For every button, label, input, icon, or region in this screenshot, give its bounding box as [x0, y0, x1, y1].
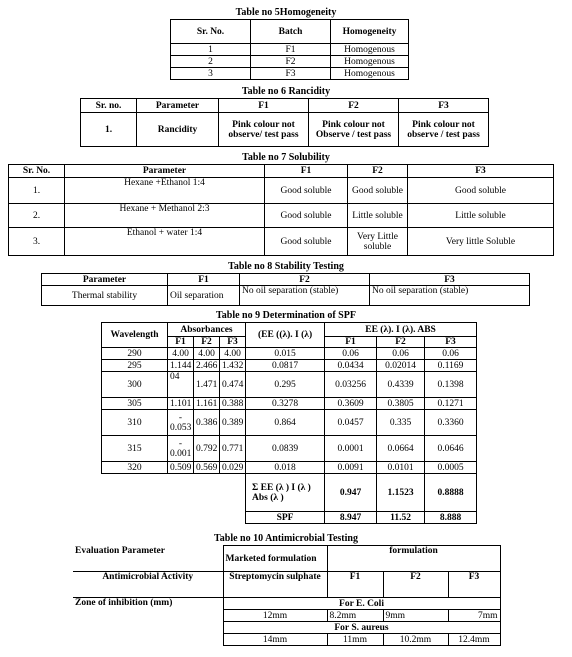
- t10-ecoli-val: 7mm: [448, 610, 500, 622]
- t7-header: F2: [348, 165, 408, 178]
- t10-header-marketed: Marketed formulation: [223, 546, 327, 572]
- t9-header-ee: (EE ((λ). I (λ): [246, 323, 325, 348]
- t6-cell: Pink colour not Observe / test pass: [309, 113, 399, 147]
- t10-ecoli: For E. Coli: [223, 598, 500, 610]
- t9-cell: 0.015: [246, 348, 325, 360]
- t9-cell: 0.509: [168, 462, 194, 474]
- t9-cell: 0.0005: [425, 462, 477, 474]
- t10-header-formulation: formulation: [327, 546, 500, 572]
- t7-cell: Good soluble: [348, 178, 408, 204]
- t9-cell: 290: [102, 348, 168, 360]
- t10-saureus: For S. aureus: [223, 622, 500, 634]
- t9-cell: 0.06: [425, 348, 477, 360]
- t6-cell: 1.: [81, 113, 137, 147]
- t9-cell: 0.0839: [246, 436, 325, 462]
- t9-cell: 315: [102, 436, 168, 462]
- t8-header: F1: [168, 274, 240, 286]
- table7-caption: Table no 7 Solubility: [242, 152, 330, 163]
- t10-saureus-val: 14mm: [223, 634, 327, 646]
- t9-cell: 2.466: [194, 360, 220, 372]
- t9-cell: 0.3609: [325, 398, 377, 410]
- t9-cell: 310: [102, 410, 168, 436]
- t9-sum: 0.947: [325, 474, 377, 512]
- table8-caption: Table no 8 Stability Testing: [228, 261, 344, 272]
- t8-header: Parameter: [42, 274, 168, 286]
- t9-cell: 0.1271: [425, 398, 477, 410]
- t7-cell: Little soluble: [408, 204, 554, 228]
- t9-sub: F1: [168, 337, 194, 348]
- t9-cell: 300: [102, 372, 168, 398]
- t8-header: F2: [240, 274, 370, 286]
- t7-cell: Very little Soluble: [408, 228, 554, 256]
- t9-cell: 0.02014: [377, 360, 425, 372]
- t9-spf: 11.52: [377, 512, 425, 524]
- t6-cell: Rancidity: [137, 113, 219, 147]
- t9-sub: F1: [325, 337, 377, 348]
- t9-cell: 04: [168, 372, 194, 398]
- t9-cell: 0.0001: [325, 436, 377, 462]
- t5-cell: Homogenous: [331, 56, 409, 68]
- table10-antimicrobial: [73, 545, 501, 646]
- t9-cell: 305: [102, 398, 168, 410]
- t7-header: Sr. No.: [9, 165, 65, 178]
- t7-cell: Hexane + Methanol 2:3: [65, 204, 265, 228]
- t5-header: Batch: [251, 20, 331, 44]
- t9-sum: 1.1523: [377, 474, 425, 512]
- t8-cell: Oil separation: [168, 286, 240, 306]
- t9-cell: 0.386: [194, 410, 220, 436]
- t7-cell: Hexane +Ethanol 1:4: [65, 178, 265, 204]
- t7-cell: 3.: [9, 228, 65, 256]
- t9-cell: 4.00: [168, 348, 194, 360]
- t7-cell: Very Little soluble: [348, 228, 408, 256]
- table10-caption: Table no 10 Antimicrobial Testing: [214, 533, 358, 544]
- table7-solubility: [8, 164, 554, 256]
- t5-cell: Homogenous: [331, 44, 409, 56]
- t5-cell: 1: [171, 44, 251, 56]
- t9-cell: 0.0101: [377, 462, 425, 474]
- t10-ecoli-val: 9mm: [383, 610, 448, 622]
- t9-cell: 0.474: [220, 372, 246, 398]
- table6-rancidity: [80, 98, 489, 147]
- t9-cell: 1.101: [168, 398, 194, 410]
- t10-antimicrobial: Antimicrobial Activity: [73, 572, 223, 598]
- t6-header: F2: [309, 99, 399, 113]
- t9-cell: 0.4339: [377, 372, 425, 398]
- t5-cell: 3: [171, 68, 251, 80]
- t9-cell: 0.0457: [325, 410, 377, 436]
- t7-cell: Good soluble: [265, 178, 348, 204]
- t9-spf: 8.947: [325, 512, 377, 524]
- t9-cell: 0.335: [377, 410, 425, 436]
- table5-homogeneity: [170, 19, 409, 80]
- t9-cell: 0.0091: [325, 462, 377, 474]
- t9-sub: F2: [377, 337, 425, 348]
- t8-header: F3: [370, 274, 530, 286]
- t6-header: F1: [219, 99, 309, 113]
- t9-cell: 0.06: [377, 348, 425, 360]
- t8-cell: No oil separation (stable): [370, 286, 530, 306]
- t9-cell: 0.3278: [246, 398, 325, 410]
- t10-ecoli-val: 12mm: [223, 610, 327, 622]
- t5-header: Homogeneity: [331, 20, 409, 44]
- t9-cell: 0.029: [220, 462, 246, 474]
- t7-cell: Little soluble: [348, 204, 408, 228]
- t9-cell: 4.00: [194, 348, 220, 360]
- t9-cell: 1.432: [220, 360, 246, 372]
- table9-spf: [101, 322, 477, 524]
- t6-cell: Pink colour not observe/ test pass: [219, 113, 309, 147]
- t6-header: F3: [399, 99, 489, 113]
- t9-cell: 0.771: [220, 436, 246, 462]
- t9-spf: 8.888: [425, 512, 477, 524]
- t9-cell: 320: [102, 462, 168, 474]
- t10-ecoli-val: 8.2mm: [327, 610, 383, 622]
- t9-cell: 1.161: [194, 398, 220, 410]
- t5-cell: F2: [251, 56, 331, 68]
- t9-cell: 0.0646: [425, 436, 477, 462]
- t9-sub: F3: [220, 337, 246, 348]
- table9-caption: Table no 9 Determination of SPF: [216, 310, 356, 321]
- table5-caption: Table no 5Homogeneity: [235, 7, 337, 18]
- t9-cell: 0.295: [246, 372, 325, 398]
- t7-header: F1: [265, 165, 348, 178]
- t9-cell: 0.0434: [325, 360, 377, 372]
- t9-cell: 4.00: [220, 348, 246, 360]
- t9-blank: [102, 474, 246, 512]
- t10-sub: F2: [383, 572, 448, 598]
- table6-caption: Table no 6 Rancidity: [241, 86, 331, 97]
- t7-cell: 2.: [9, 204, 65, 228]
- t10-zone: Zone of inhibition (mm): [73, 598, 223, 646]
- t8-cell: No oil separation (stable): [240, 286, 370, 306]
- t10-saureus-val: 12.4mm: [448, 634, 500, 646]
- t7-cell: Good soluble: [265, 228, 348, 256]
- t9-cell: 0.03256: [325, 372, 377, 398]
- t8-cell: Thermal stability: [42, 286, 168, 306]
- t9-cell: 1.471: [194, 372, 220, 398]
- t9-cell: 0.389: [220, 410, 246, 436]
- t9-cell: - 0.001: [168, 436, 194, 462]
- t9-sub: F3: [425, 337, 477, 348]
- t9-cell: - 0.053: [168, 410, 194, 436]
- t7-header: F3: [408, 165, 554, 178]
- t9-header-wavelength: Wavelength: [102, 323, 168, 348]
- t7-header: Parameter: [65, 165, 265, 178]
- t5-cell: 2: [171, 56, 251, 68]
- t9-header-absorbances: Absorbances: [168, 323, 246, 337]
- t10-saureus-val: 10.2mm: [383, 634, 448, 646]
- t9-cell: 0.018: [246, 462, 325, 474]
- t9-sub: F2: [194, 337, 220, 348]
- t10-drug: Streptomycin sulphate: [223, 572, 327, 598]
- t9-cell: 0.792: [194, 436, 220, 462]
- t10-saureus-val: 11mm: [327, 634, 383, 646]
- t5-cell: Homogenous: [331, 68, 409, 80]
- t6-cell: Pink colour not observe / test pass: [399, 113, 489, 147]
- t7-cell: 1.: [9, 178, 65, 204]
- t7-cell: Good soluble: [408, 178, 554, 204]
- t9-cell: 0.569: [194, 462, 220, 474]
- t6-header: Sr. no.: [81, 99, 137, 113]
- t10-sub: F1: [327, 572, 383, 598]
- t9-cell: 0.3805: [377, 398, 425, 410]
- t10-sub: F3: [448, 572, 500, 598]
- t9-cell: 0.0664: [377, 436, 425, 462]
- t6-header: Parameter: [137, 99, 219, 113]
- t10-header-param: Evaluation Parameter: [73, 546, 223, 572]
- t7-cell: Good soluble: [265, 204, 348, 228]
- t9-cell: 0.0817: [246, 360, 325, 372]
- t9-sum: 0.8888: [425, 474, 477, 512]
- t9-cell: 295: [102, 360, 168, 372]
- t9-sum-label: Σ EE (λ ) I (λ ) Abs (λ ): [246, 474, 325, 512]
- t5-header: Sr. No.: [171, 20, 251, 44]
- t9-cell: 0.864: [246, 410, 325, 436]
- t9-cell: 0.06: [325, 348, 377, 360]
- t9-blank: [102, 512, 246, 524]
- t9-cell: 0.1398: [425, 372, 477, 398]
- t7-cell: Ethanol + water 1:4: [65, 228, 265, 256]
- t5-cell: F1: [251, 44, 331, 56]
- t9-header-ee-abs: EE (λ). I (λ). ABS: [325, 323, 477, 337]
- t5-cell: F3: [251, 68, 331, 80]
- t9-cell: 0.388: [220, 398, 246, 410]
- t9-cell: 0.3360: [425, 410, 477, 436]
- t9-cell: 0.1169: [425, 360, 477, 372]
- t9-spf-label: SPF: [246, 512, 325, 524]
- t9-cell: 1.144: [168, 360, 194, 372]
- table8-stability: [41, 273, 530, 306]
